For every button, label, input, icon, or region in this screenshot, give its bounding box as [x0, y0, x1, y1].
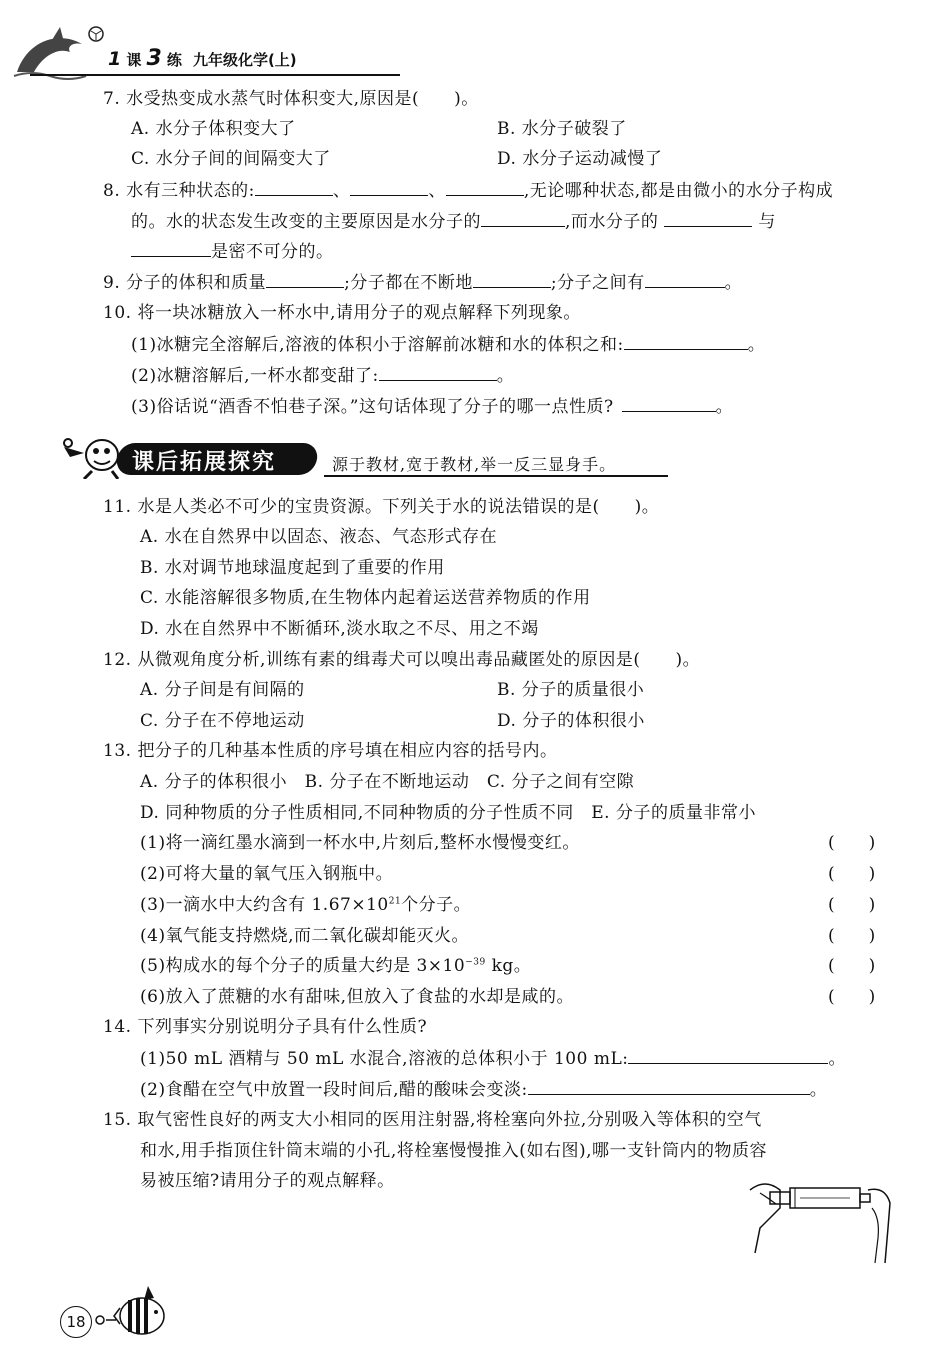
q10-blank-3[interactable]: [622, 395, 716, 412]
q14-text: 。: [809, 1080, 828, 1100]
q9-blank-1[interactable]: [266, 271, 344, 288]
q10-part-1: [131, 333, 765, 356]
q12-option-c: C. 分子在不停地运动: [140, 711, 305, 731]
q11-option-d: D. 水在自然界中不断循环,淡水取之不尽、用之不竭: [140, 619, 539, 639]
q8-blank-3[interactable]: [446, 179, 524, 196]
q9-blank-3[interactable]: [645, 271, 725, 288]
q14-text: (1)50 mL 酒精与 50 mL 水混合,溶液的总体积小于 100 mL:: [140, 1049, 629, 1069]
q7-option-c: C. 水分子间的间隔变大了: [131, 149, 331, 169]
q14-text: 。: [828, 1049, 846, 1069]
q10-text: (3)俗话说“酒香不怕巷子深。”这句话体现了分子的哪一点性质?: [131, 397, 614, 417]
q10-stem: 10. 将一块冰糖放入一杯水中,请用分子的观点解释下列现象。: [103, 303, 581, 323]
q13-text: 个分子。: [401, 895, 472, 915]
q8-blank-2[interactable]: [350, 179, 428, 196]
q7-option-a: A. 水分子体积变大了: [131, 119, 296, 139]
q11-stem: 11. 水是人类必不可少的宝贵资源。下列关于水的说法错误的是( )。: [103, 497, 660, 517]
q9-line: [103, 271, 742, 294]
q8-text: 的。水的状态发生改变的主要原因是水分子的: [131, 212, 481, 232]
q7-option-b: B. 水分子破裂了: [497, 119, 627, 139]
q9-blank-2[interactable]: [473, 271, 551, 288]
page-number-badge: [60, 1306, 92, 1338]
q8-text: 是密不可分的。: [211, 242, 334, 262]
q14-text: (2)食醋在空气中放置一段时间后,醋的酸味会变淡:: [140, 1080, 528, 1100]
q10-text: (1)冰糖完全溶解后,溶液的体积小于溶解前冰糖和水的体积之和:: [131, 335, 624, 355]
q10-blank-2[interactable]: [379, 364, 497, 381]
syringe-illustration: [740, 1168, 900, 1268]
q10-text: 。: [715, 397, 734, 417]
banner-title: 课后拓展探究: [132, 450, 277, 475]
q15-line-2: 和水,用手指顶住针筒末端的小孔,将栓塞慢慢推入(如右图),哪一支针筒内的物质容: [140, 1141, 767, 1161]
q13-answer-6[interactable]: ( ): [828, 987, 876, 1007]
q13-part-5: [140, 955, 531, 977]
banner-rule: [324, 475, 668, 477]
q8-blank-1[interactable]: [255, 179, 333, 196]
q10-blank-1[interactable]: [624, 333, 748, 350]
q13-text: (5)构成水的每个分子的质量大约是 3×10: [140, 956, 466, 976]
q11-option-a: A. 水在自然界中以固态、液态、气态形式存在: [140, 527, 498, 547]
q9-text: 9. 分子的体积和质量: [103, 273, 267, 293]
dolphin-logo: [12, 22, 107, 82]
q13-options-2: D. 同种物质的分子性质相同,不同种物质的分子性质不同 E. 分子的质量非常小: [140, 803, 756, 823]
q13-options-1: A. 分子的体积很小 B. 分子在不断地运动 C. 分子之间有空隙: [140, 772, 635, 792]
q13-answer-1[interactable]: ( ): [828, 833, 876, 853]
q10-part-2: [131, 364, 514, 387]
q14-blank-1[interactable]: [628, 1047, 828, 1064]
q13-part-2: (2)可将大量的氧气压入钢瓶中。: [140, 864, 394, 884]
q8-text: 与: [758, 212, 776, 232]
q15-line-1: 15. 取气密性良好的两支大小相同的医用注射器,将栓塞向外拉,分别吸入等体积的空气: [103, 1110, 762, 1130]
q13-answer-5[interactable]: ( ): [828, 956, 876, 976]
section-banner: [62, 433, 668, 479]
brand-ke: 课: [126, 51, 142, 69]
q8-sep: 、: [428, 181, 446, 201]
q8-line-3: [131, 240, 334, 263]
q13-part-6: (6)放入了蔗糖的水有甜味,但放入了食盐的水却是咸的。: [140, 987, 574, 1007]
q13-answer-4[interactable]: ( ): [828, 926, 876, 946]
q7-stem: 7. 水受热变成水蒸气时体积变大,原因是( )。: [103, 89, 479, 109]
q15-line-3: 易被压缩?请用分子的观点解释。: [140, 1171, 395, 1191]
q13-text: kg。: [485, 956, 532, 976]
q13-exponent: −39: [465, 957, 486, 968]
q8-text: 8. 水有三种状态的:: [103, 181, 255, 201]
q8-blank-6[interactable]: [131, 240, 211, 257]
q8-text: ,而水分子的: [565, 212, 659, 232]
page-number: 18: [66, 1313, 86, 1331]
q14-blank-2[interactable]: [528, 1078, 810, 1095]
banner-subtitle: 源于教材,宽于教材,举一反三显身手。: [332, 455, 617, 474]
q12-option-b: B. 分子的质量很小: [497, 680, 645, 700]
q11-option-b: B. 水对调节地球温度起到了重要的作用: [140, 558, 445, 578]
fish-icon: [92, 1278, 172, 1338]
subject-title: 九年级化学(上): [192, 51, 297, 69]
q14-stem: 14. 下列事实分别说明分子具有什么性质?: [103, 1017, 428, 1037]
brand-lian: 练: [166, 51, 182, 69]
q8-line-2: [131, 210, 776, 233]
q8-sep: 、: [332, 181, 351, 201]
q10-text: 。: [496, 366, 515, 386]
q13-exponent: 21: [388, 896, 402, 907]
q12-stem: 12. 从微观角度分析,训练有素的缉毒犬可以嗅出毒品藏匿处的原因是( )。: [103, 650, 701, 670]
header-brand: [108, 46, 297, 71]
header-rule: [30, 74, 400, 76]
q12-option-d: D. 分子的体积很小: [497, 711, 645, 731]
q13-answer-3[interactable]: ( ): [828, 895, 876, 915]
q13-stem: 13. 把分子的几种基本性质的序号填在相应内容的括号内。: [103, 741, 558, 761]
q9-text: ;分子都在不断地: [344, 273, 473, 293]
q8-blank-4[interactable]: [481, 210, 565, 227]
q9-text: ;分子之间有: [550, 273, 645, 293]
q7-option-d: D. 水分子运动减慢了: [497, 149, 663, 169]
q8-blank-5[interactable]: [664, 210, 752, 227]
q13-part-3: [140, 894, 471, 916]
q13-part-1: (1)将一滴红墨水滴到一杯水中,片刻后,整杯水慢慢变红。: [140, 833, 580, 853]
q14-part-1: [140, 1047, 846, 1070]
q13-answer-2[interactable]: ( ): [828, 864, 876, 884]
q13-part-4: (4)氧气能支持燃烧,而二氧化碳却能灭火。: [140, 926, 469, 946]
q10-text: (2)冰糖溶解后,一杯水都变甜了:: [131, 366, 379, 386]
q9-text: 。: [724, 273, 743, 293]
q12-option-a: A. 分子间是有间隔的: [140, 680, 305, 700]
q13-text: (3)一滴水中大约含有 1.67×10: [140, 895, 389, 915]
brand-num-2: 3: [146, 46, 162, 71]
q11-option-c: C. 水能溶解很多物质,在生物体内起着运送营养物质的作用: [140, 588, 591, 608]
q10-text: 。: [747, 335, 766, 355]
q8-text: ,无论哪种状态,都是由微小的水分子构成: [523, 181, 834, 201]
q10-part-3: [131, 395, 733, 418]
q14-part-2: [140, 1078, 827, 1101]
q8-line-1: [103, 179, 833, 202]
brand-num-1: 1: [108, 48, 122, 70]
